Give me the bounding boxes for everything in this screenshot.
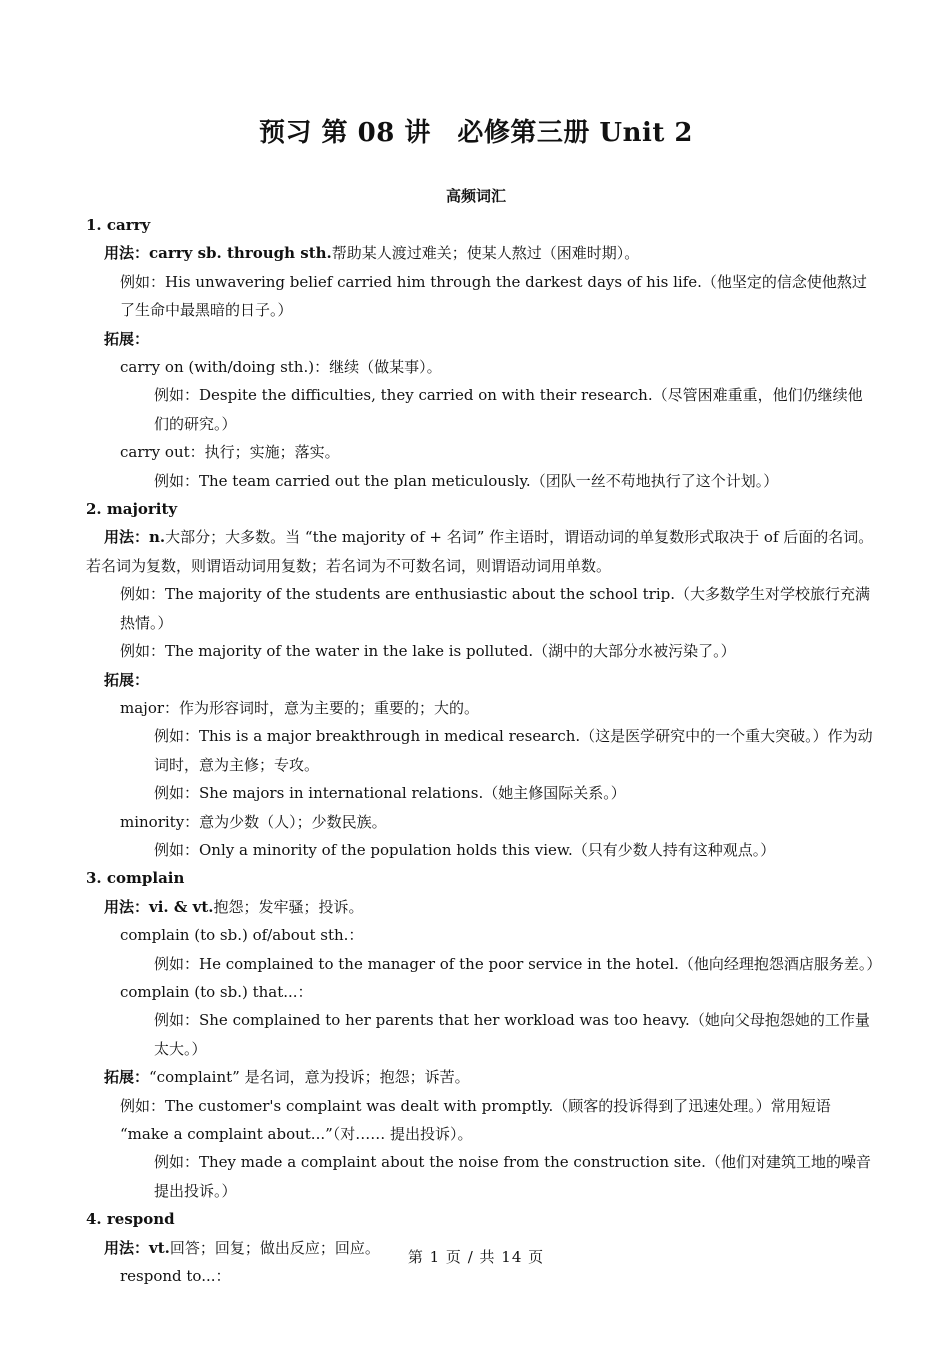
usage-label: 用法： (104, 244, 150, 263)
usage-label: 用法： (104, 1238, 150, 1257)
extension-label: 拓展： (104, 670, 150, 689)
phrase-line: carry on (with/doing sth.)：继续（做某事）。 (120, 358, 442, 377)
extension-label: 拓展： (104, 329, 150, 348)
entry-heading: 1. carry (86, 216, 151, 234)
vocabulary-list (86, 211, 882, 1290)
section-subtitle: 高频词汇 (445, 187, 506, 205)
example-sentence: 例如：He complained to the manager of the poor service in the hotel.（他向经理抱怨酒店服务差。） (154, 954, 882, 973)
example-sentence: 例如：This is a major breakthrough in medical research.（这是医学研究中的一个重大突破。）作为动词时，意为主修；专攻。 (154, 727, 873, 774)
entry-heading: 2. majority (86, 500, 178, 519)
usage-term: vt. (149, 1238, 170, 1257)
example-sentence: 例如：She majors in international relations.（她主修国际关系。） (154, 784, 626, 803)
example-sentence: 例如：They made a complaint about the noise from the construction site.（他们对建筑工地的噪音提出投诉。） (154, 1153, 871, 1200)
phrase-line: minority：意为少数（人）；少数民族。 (120, 812, 387, 831)
usage-line (86, 893, 876, 921)
example-sentence: 例如：Only a minority of the population holds this view.（只有少数人持有这种观点。） (154, 840, 776, 859)
usage-line (86, 239, 876, 267)
page-footer: 第 1 页 / 共 14 页 (407, 1248, 545, 1266)
usage-text: 帮助某人渡过难关；使某人熬过（困难时期）。 (331, 244, 640, 263)
entry-heading: 4. respond (86, 1210, 175, 1229)
phrase-line: complain (to sb.) of/about sth.： (120, 926, 364, 945)
extension-label: 拓展： (104, 1068, 150, 1087)
entry-heading: 3. complain (86, 869, 185, 888)
phrase-line: complain (to sb.) that...： (120, 982, 313, 1001)
extension-line (86, 1063, 876, 1091)
usage-term: n. (149, 528, 166, 547)
usage-text: 回答；回复；做出反应；回应。 (169, 1238, 380, 1257)
phrase-line: carry out：执行；实施；落实。 (120, 443, 340, 462)
page-title: 预习 第 08 讲 必修第三册 Unit 2 (259, 118, 693, 148)
phrase-line: respond to...： (120, 1267, 231, 1286)
example-sentence: 例如：The team carried out the plan meticulously.（团队一丝不苟地执行了这个计划。） (154, 471, 779, 490)
usage-term: vi. & vt. (149, 897, 214, 916)
usage-label: 用法： (104, 528, 150, 547)
usage-line (86, 523, 876, 580)
usage-label: 用法： (104, 897, 150, 916)
usage-term: carry sb. through sth. (149, 244, 332, 263)
example-sentence: 例如：The majority of the water in the lake is polluted.（湖中的大部分水被污染了。） (120, 642, 736, 661)
phrase-line: major：作为形容词时，意为主要的；重要的；大的。 (120, 698, 480, 717)
extension-text: “complaint” 是名词，意为投诉；抱怨；诉苦。 (149, 1068, 470, 1087)
example-sentence: 例如：The customer's complaint was dealt with promptly.（顾客的投诉得到了迅速处理。）常用短语 “make a complaint about...”（对…… 提出投诉）。 (120, 1096, 831, 1143)
example-sentence: 例如：She complained to her parents that her workload was too heavy.（她向父母抱怨她的工作量太大。） (154, 1011, 870, 1058)
example-sentence: 例如：Despite the difficulties, they carried on with their research.（尽管困难重重，他们仍继续他们的研究。） (154, 386, 863, 433)
usage-text: 大部分；大多数。当 “the majority of + 名词” 作主语时，谓语动词的单复数形式取决于 of 后面的名词。若名词为复数，则谓语动词用复数；若名词为不可数名词，则谓语动词用单数。 (86, 528, 874, 575)
example-sentence: 例如：The majority of the students are enthusiastic about the school trip.（大多数学生对学校旅行充满热情。） (120, 585, 870, 632)
usage-text: 抱怨；发牢骚；投诉。 (213, 897, 364, 916)
example-sentence: 例如：His unwavering belief carried him through the darkest days of his life.（他坚定的信念使他熬过了生命中最黑暗的日子。） (120, 272, 867, 320)
